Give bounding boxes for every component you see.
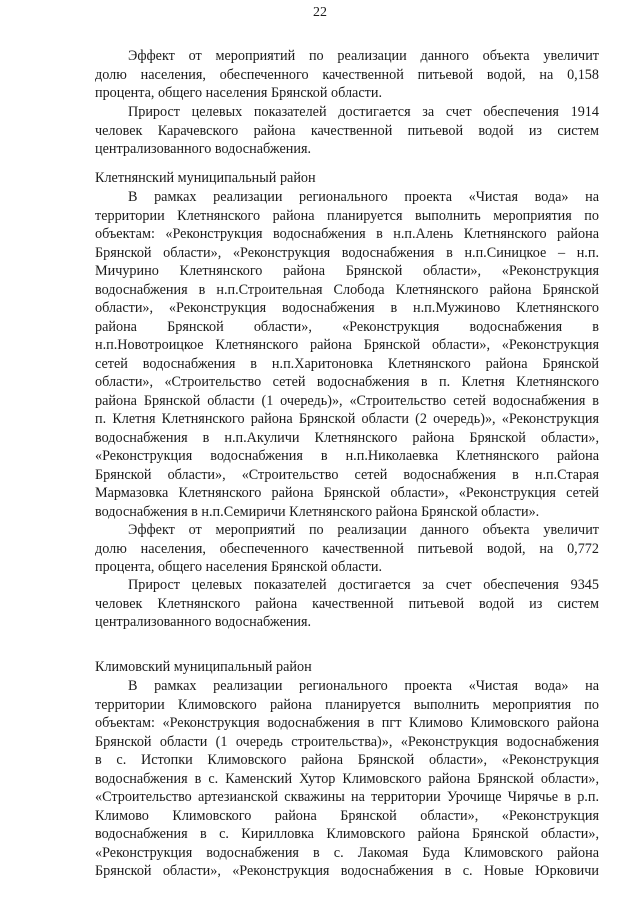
paragraph-line: района Брянской области», «Реконструкция водоснабжения в <box>95 318 599 335</box>
paragraph-line: области», «Реконструкция водоснабжения в н.п.Мужиново Клетнянского <box>95 300 599 316</box>
paragraph-line: территории Климовского района планируется выполнить мероприятия по <box>95 696 599 713</box>
paragraph-line: области», «Строительство сетей водоснабжения в п. Клетня Клетнянского <box>95 374 599 390</box>
paragraph-line: централизованного водоснабжения. <box>95 614 312 630</box>
paragraph-line: водоснабжения в с. Каменский Хутор Климовского района Брянской области», <box>95 770 599 787</box>
karachev-effect-paragraph <box>95 47 599 103</box>
paragraph-line: Мичурино Клетнянского района Брянской области», «Реконструкция <box>95 263 599 279</box>
paragraph-line: Брянской области», «Строительство сетей водоснабжения в н.п.Старая <box>95 466 599 483</box>
paragraph-line: В рамках реализации регионального проекта «Чистая вода» на <box>128 189 599 205</box>
paragraph-line: Эффект от мероприятий по реализации данного объекта увеличит <box>128 48 599 64</box>
paragraph-line: Прирост целевых показателей достигается за счет обеспечения 9345 <box>128 577 599 593</box>
karachev-growth-paragraph <box>95 103 599 159</box>
paragraph-line: сетей водоснабжения в н.п.Харитоновка Клетнянского района Брянской <box>95 355 599 372</box>
klimovo-body-paragraph <box>95 677 599 881</box>
paragraph-line: централизованного водоснабжения. <box>95 141 312 157</box>
paragraph-line: н.п.Новотроицкое Клетнянского района Брянской области», «Реконструкция <box>95 337 599 353</box>
paragraph-line: Эффект от мероприятий по реализации данного объекта увеличит <box>128 522 599 538</box>
paragraph-line: водоснабжения в н.п.Семиричи Клетнянского района Брянской области». <box>95 503 540 520</box>
paragraph-line: Климово Климовского района Брянской области», «Реконструкция <box>95 807 599 824</box>
paragraph-line: долю населения, обеспеченного качественной питьевой водой, на 0,772 <box>95 540 599 557</box>
section-heading-klimovo: Климовский муниципальный район <box>95 659 312 675</box>
paragraph-line: «Реконструкция водоснабжения в н.п.Николаевка Клетнянского района <box>95 448 599 464</box>
paragraph-line: процента, общего населения Брянской области. <box>95 559 382 575</box>
paragraph-line: Брянской области (1 очередь строительства)», «Реконструкция водоснабжения <box>95 733 599 750</box>
section-heading-kletnya: Клетнянский муниципальный район <box>95 170 316 186</box>
paragraph-line: объектам: «Реконструкция водоснабжения в пгт Климово Климовского района <box>95 715 599 731</box>
paragraph-line: «Реконструкция водоснабжения в с. Лакомая Буда Климовского района <box>95 844 599 861</box>
paragraph-line: водоснабжения в с. Кирилловка Климовского района Брянской области», <box>95 826 599 842</box>
paragraph-line: процента, общего населения Брянской области. <box>95 85 382 101</box>
paragraph-line: человек Карачевского района качественной питьевой водой из систем <box>95 122 599 139</box>
paragraph-line: объектам: «Реконструкция водоснабжения в н.п.Алень Клетнянского района <box>95 226 599 242</box>
paragraph-line: в с. Истопки Климовского района Брянской области», «Реконструкция <box>95 752 599 768</box>
paragraph-line: Брянской области», «Реконструкция водоснабжения в с. Новые Юрковичи <box>95 863 599 879</box>
page-number: 22 <box>313 5 327 20</box>
paragraph-line: Брянской области», «Реконструкция водоснабжения в н.п.Синицкое – н.п. <box>95 244 599 261</box>
paragraph-line: территории Клетнянского района планируется выполнить мероприятия по <box>95 207 599 224</box>
paragraph-line: долю населения, обеспеченного качественной питьевой водой, на 0,158 <box>95 66 599 83</box>
paragraph-line: «Строительство артезианской скважины на территории Урочище Чирячье в р.п. <box>95 789 599 805</box>
paragraph-line: водоснабжения в н.п.Строительная Слобода Клетнянского района Брянской <box>95 281 599 298</box>
paragraph-line: человек Клетнянского района качественной питьевой водой из систем <box>95 595 599 612</box>
paragraph-line: Прирост целевых показателей достигается за счет обеспечения 1914 <box>128 104 599 120</box>
paragraph-line: п. Клетня Клетнянского района Брянской области (2 очередь)», «Реконструкция <box>95 411 599 427</box>
kletnya-effect-paragraph <box>95 521 599 577</box>
paragraph-line: Мармазовка Клетнянского района Брянской области», «Реконструкция сетей <box>95 485 599 501</box>
kletnya-body-paragraph <box>95 188 599 521</box>
kletnya-growth-paragraph <box>95 576 599 632</box>
paragraph-line: района Брянской области (1 очередь)», «Строительство сетей водоснабжения в <box>95 392 599 409</box>
paragraph-line: водоснабжения в н.п.Акуличи Клетнянского района Брянской области», <box>95 429 599 446</box>
paragraph-line: В рамках реализации регионального проекта «Чистая вода» на <box>128 678 599 694</box>
